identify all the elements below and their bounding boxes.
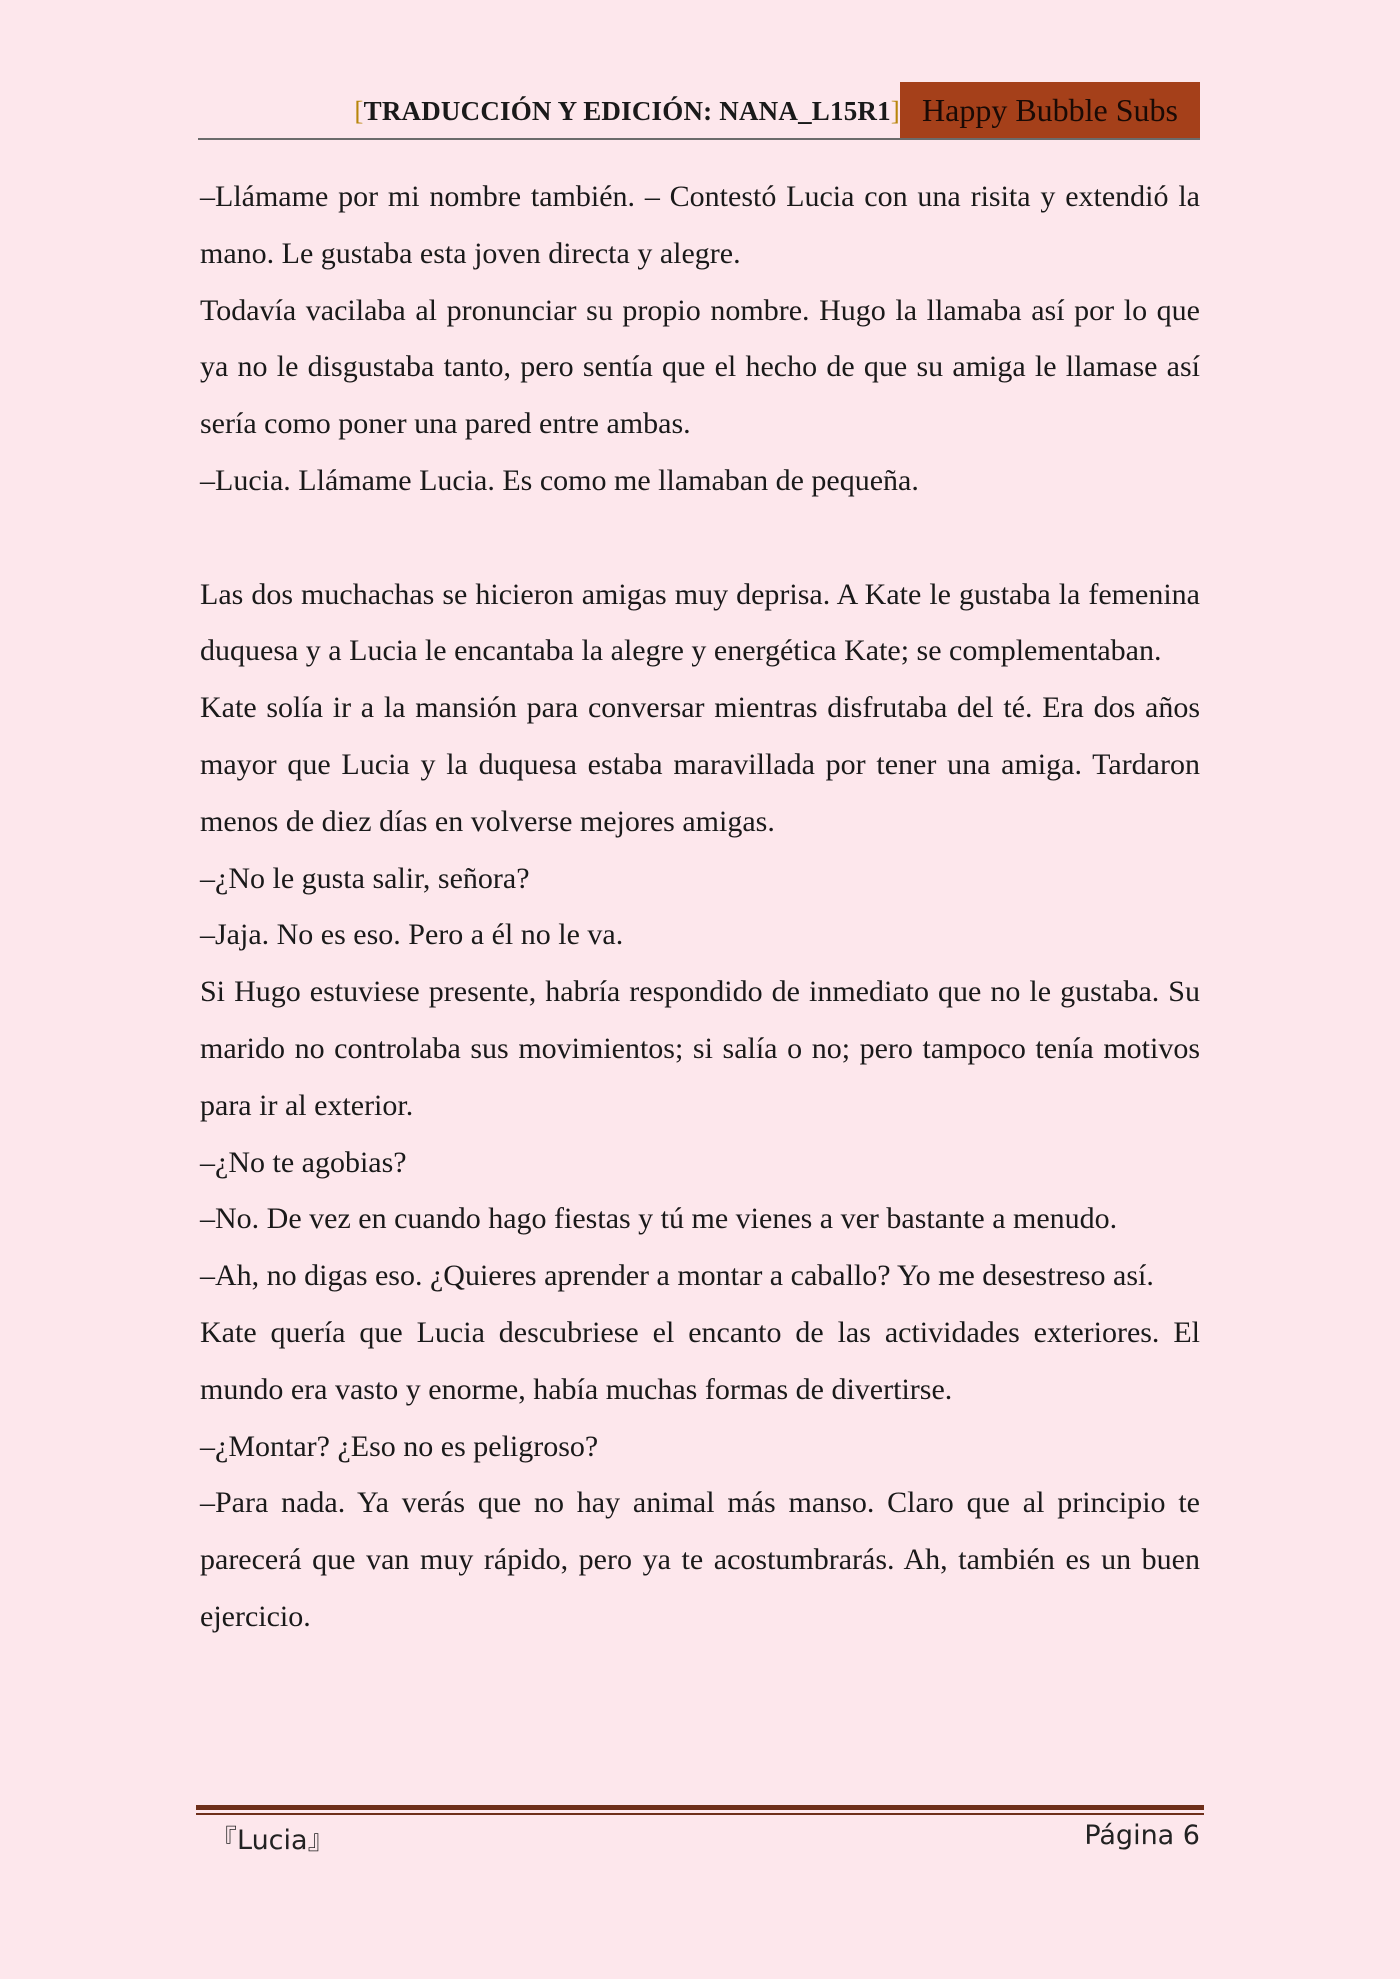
- paragraph: Si Hugo estuviese presente, habría respondido de inmediato que no le gustaba. Su marido no controlaba sus movimientos; si salía o no; pero tampoco tenía motivos para ir al exterior.: [200, 975, 1200, 1122]
- paragraph: –Jaja. No es eso. Pero a él no le va.: [200, 918, 624, 952]
- footer-rule-thick: [196, 1805, 1204, 1810]
- paragraph: –Para nada. Ya verás que no hay animal más manso. Claro que al principio te parecerá que van muy rápido, pero ya te acostumbrarás. Ah, también es un buen ejercicio.: [200, 1486, 1200, 1633]
- credit-bracket-close: ]: [890, 96, 900, 126]
- paragraph: –¿No le gusta salir, señora?: [200, 861, 530, 895]
- page-number: Página 6: [1084, 1820, 1200, 1851]
- paragraph: –Lucia. Llámame Lucia. Es como me llamaban de pequeña.: [200, 463, 919, 497]
- paragraph: Kate quería que Lucia descubriese el encanto de las actividades exteriores. El mundo era vasto y enorme, había muchas formas de divertirse.: [200, 1315, 1200, 1406]
- paragraph: –Ah, no digas eso. ¿Quieres aprender a montar a caballo? Yo me desestreso así.: [200, 1259, 1154, 1293]
- paragraph: –Llámame por mi nombre también. – Contestó Lucia con una risita y extendió la mano. Le gustaba esta joven directa y alegre.: [200, 180, 1200, 270]
- brand-label: Happy Bubble Subs: [900, 82, 1200, 138]
- paragraph: –¿No te agobias?: [200, 1145, 407, 1179]
- footer-rule-thin: [196, 1813, 1204, 1815]
- body-text: [200, 169, 1200, 1646]
- paragraph-spacer: [200, 510, 1200, 567]
- credit-bracket-open: [: [354, 96, 364, 126]
- footer-book-title: 『Lucia』: [210, 1825, 335, 1856]
- paragraph: Kate solía ir a la mansión para conversar mientras disfrutaba del té. Era dos años mayor que Lucia y la duquesa estaba maravillada por tener una amiga. Tardaron menos de diez días en volverse mejores amigas.: [200, 691, 1200, 838]
- translation-credit: [354, 96, 900, 127]
- paragraph: Las dos muchachas se hicieron amigas muy deprisa. A Kate le gustaba la femenina duquesa y a Lucia le encantaba la alegre y energética Kate; se complementaban.: [200, 577, 1200, 668]
- paragraph: –¿Montar? ¿Eso no es peligroso?: [200, 1429, 599, 1463]
- credit-text: TRADUCCIÓN Y EDICIÓN: NANA_L15R1: [363, 96, 891, 126]
- paragraph: Todavía vacilaba al pronunciar su propio nombre. Hugo la llamaba así por lo que ya no le disgustaba tanto, pero sentía que el hecho de que su amiga le llamase así sería como poner una pared entre ambas.: [200, 293, 1200, 441]
- paragraph: –No. De vez en cuando hago fiestas y tú me vienes a ver bastante a menudo.: [200, 1202, 1118, 1236]
- page-header: [198, 82, 1200, 140]
